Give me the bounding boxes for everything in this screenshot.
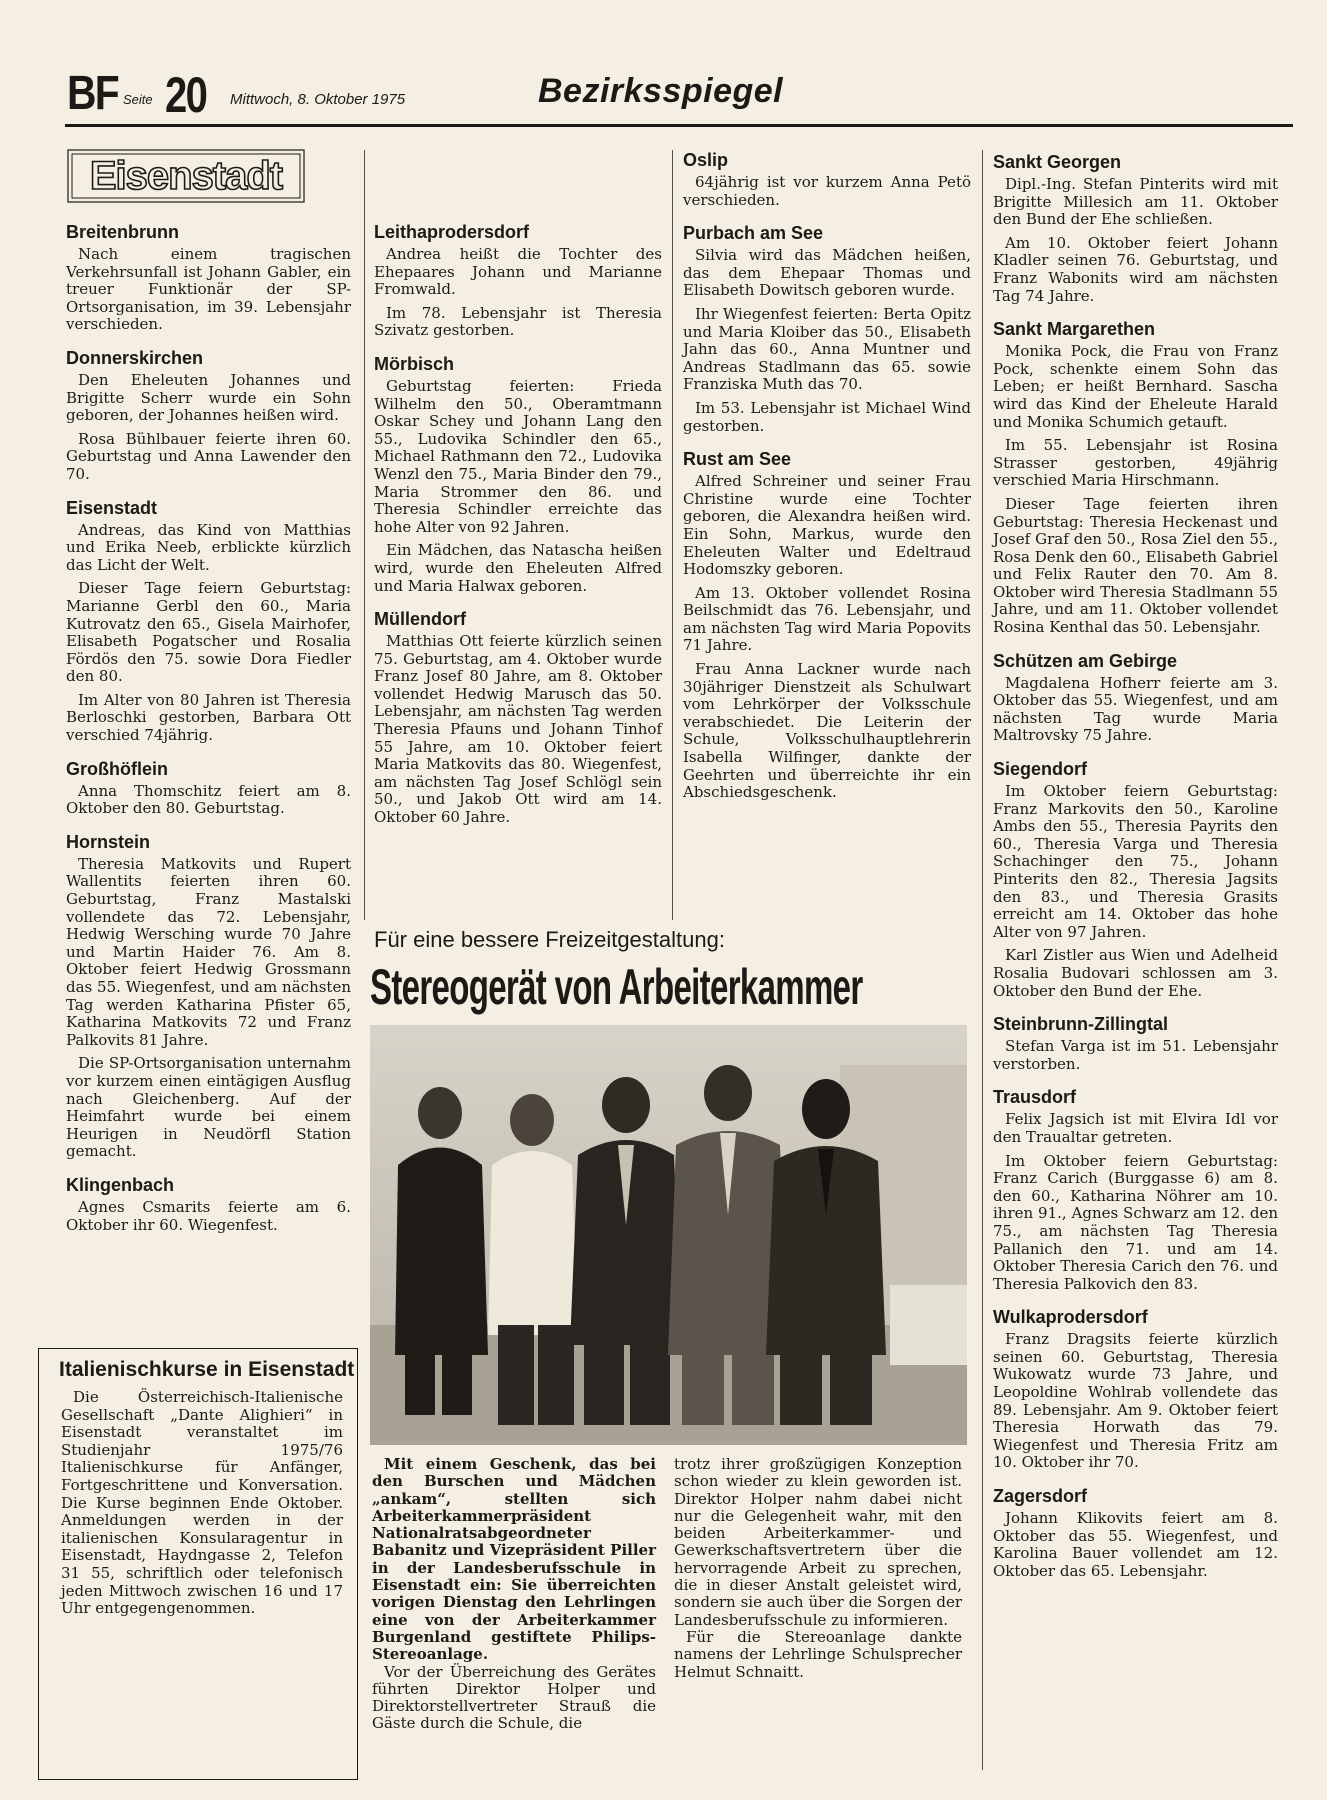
news-item: Andrea heißt die Tochter des Ehepaares Johann und Marianne Fromwald.	[374, 245, 662, 299]
town-heading: Großhöflein	[66, 758, 168, 779]
region-title: Eisenstadt	[89, 154, 283, 198]
town-heading: Leithaprodersdorf	[374, 222, 530, 242]
caption-text: Mit einem Geschenk, das bei den Burschen und Mädchen „ankam“, stellten sich Arbeiterkammerpräsident Nationalratsabgeordneter Babanitz und Vizepräsident Piller in der Landesberufsschule in Eisenstadt ein: Sie überreichten vorigen Dienstag den Lehrlingen eine von der Arbeiterkammer Burgenland gestiftete Philips-Stereoanlage.	[372, 1455, 656, 1664]
news-item: Anna Thomschitz feiert am 8. Oktober den 80. Geburtstag.	[66, 781, 351, 818]
news-item: Im 78. Lebensjahr ist Theresia Szivatz gestorben.	[374, 303, 662, 340]
town-heading: Purbach am See	[683, 223, 824, 244]
column-2	[374, 222, 662, 827]
news-item: Andreas, das Kind von Matthias und Erika Neeb, erblickte kürzlich das Licht der Welt.	[66, 520, 351, 574]
town-heading: Steinbrunn-Zillingtal	[993, 1014, 1168, 1035]
article-body-right-1: trotz ihrer großzügigen Konzeption schon wieder zu klein geworden ist. Direktor Holper nahm dabei nicht nur die Gelegenheit wahr, mit den beiden Arbeiterkammer- und Gewerkschaftsvertretern über die hervorragende Arbeit zu sprechen, die in dieser Anstalt geleistet wird, sondern sie auch über die Sorgen der Landesberufsschule zu informieren.	[674, 1455, 962, 1629]
town-heading: Breitenbrunn	[66, 222, 180, 242]
news-item: Im Oktober feiern Geburtstag: Franz Carich (Burggasse 6) am 8. den 60., Katharina Nöhrer am 10. ihren 91., Agnes Schwarz am 12. den 75., am nächsten Tag Theresia Pallanich den 71. und am 14. Oktober Theresia Carich den 76. und Theresia Palkovich den 83.	[993, 1151, 1278, 1293]
photo-caption	[372, 1456, 656, 1733]
town-heading: Sankt Margarethen	[993, 319, 1156, 340]
page-number: 20	[165, 67, 207, 123]
news-item: Die SP-Ortsorganisation unternahm vor kurzem einen eintägigen Ausflug nach Gleichenberg. Auf der Heimfahrt wurde bei einem Heurigen in Neudörfl Station gemacht.	[66, 1054, 351, 1161]
news-item: Matthias Ott feierte kürzlich seinen 75. Geburtstag, am 4. Oktober wurde Franz Josef 80 Jahre, am 8. Oktober vollendet Hedwig Marusch das 50. Lebensjahr, am nächsten Tag werden Theresia Pfauns und Johann Tinhof 55 Jahre, am 10. Oktober feiert Maria Matkovits das 80. Wiegenfest, am nächsten Tag Josef Schlögl sein 50., und Jakob Ott wird am 14. Oktober 60 Jahre.	[374, 632, 662, 827]
town-heading: Rust am See	[683, 449, 792, 470]
news-item: Johann Klikovits feiert am 8. Oktober das 55. Wiegenfest, und Karolina Bauer vollendet am 12. Oktober das 65. Lebensjahr.	[993, 1509, 1278, 1580]
masthead-logo: BF	[67, 67, 118, 120]
notice-box	[38, 1348, 358, 1780]
town-heading: Wulkaprodersdorf	[993, 1307, 1148, 1328]
town-heading: Mörbisch	[374, 353, 455, 374]
news-item: Im Oktober feiern Geburtstag: Franz Markovits den 50., Karoline Ambs den 55., Theresia Payrits den 60., Theresia Varga und Theresia Schachinger den 75., Johann Pinterits den 82., Theresia Jagsits den 83., und Theresia Grasits erreicht am 14. Oktober das hohe Alter von 97 Jahren.	[993, 782, 1278, 941]
region-title-logo	[66, 148, 306, 204]
news-item: Im 55. Lebensjahr ist Rosina Strasser gestorben, 49jährig verschied Maria Hirschmann.	[993, 436, 1278, 490]
news-item: Monika Pock, die Frau von Franz Pock, schenkte einem Sohn das Leben; er heißt Bernhard. Sascha wird das Kind der Eheleute Harald und Monika Schumich getauft.	[993, 342, 1278, 431]
column-divider	[982, 150, 983, 1770]
article-headline: Stereogerät von Arbeiterkammer	[370, 959, 863, 1015]
town-heading: Donnerskirchen	[66, 347, 204, 368]
article-continued	[674, 1456, 962, 1681]
column-divider	[364, 150, 365, 920]
news-item: Alfred Schreiner und seiner Frau Christine wurde eine Tochter geboren, die Alexandra heißen wird. Ein Sohn, Markus, wurde den Eheleuten Walter und Edeltraud Hodomszky geboren.	[683, 472, 971, 579]
page-label: Seite	[123, 92, 153, 107]
news-item: Dieser Tage feiern Geburtstag: Marianne Gerbl den 60., Maria Kutrovatz den 65., Gisela Mairhofer, Elisabeth Pogatscher und Rosalia Fördös den 75. sowie Dora Fiedler den 80.	[66, 579, 351, 686]
news-item: Am 13. Oktober vollendet Rosina Beilschmidt das 76. Lebensjahr, und am nächsten Tag wird Maria Popovits 71 Jahre.	[683, 583, 971, 655]
news-item: Karl Zistler aus Wien und Adelheid Rosalia Budovari schlossen am 3. Oktober den Bund der Ehe.	[993, 946, 1278, 1000]
column-3	[683, 150, 971, 802]
town-heading: Sankt Georgen	[993, 152, 1122, 172]
column-divider	[672, 150, 673, 920]
town-heading: Klingenbach	[66, 1174, 175, 1195]
news-item: Den Eheleuten Johannes und Brigitte Scherr wurde ein Sohn geboren, der Johannes heißen wird.	[66, 370, 351, 425]
town-heading: Eisenstadt	[66, 497, 158, 518]
news-item: Im 53. Lebensjahr ist Michael Wind gestorben.	[683, 398, 971, 435]
news-item: Franz Dragsits feierte kürzlich seinen 60. Geburtstag, Theresia Wukowatz wurde 73 Jahre, und Leopoldine Wohlrab vollendete das 89. Lebensjahr. Am 9. Oktober feiert Theresia Horwath das 79. Wiegenfest und Theresia Fritz am 10. Oktober ihr 70.	[993, 1330, 1278, 1472]
news-item: 64jährig ist vor kurzem Anna Petö verschieden.	[683, 173, 971, 209]
news-item: Felix Jagsich ist mit Elvira Idl vor den Traualtar getreten.	[993, 1110, 1278, 1146]
section-title: Bezirksspiegel	[538, 72, 784, 110]
issue-date: Mittwoch, 8. Oktober 1975	[230, 91, 406, 108]
column-1	[66, 222, 351, 1234]
town-heading: Siegendorf	[993, 759, 1088, 780]
article-photo	[370, 1025, 967, 1445]
notice-title: Italienischkurse in Eisenstadt	[59, 1358, 355, 1381]
news-item: Geburtstag feierten: Frieda Wilhelm den 50., Oberamtmann Oskar Schey und Johann Lang den 55., Ludovika Schindler den 65., Michael Rathmann den 72., Ludovika Wenzl den 75., Maria Binder den 79., Maria Strommer den 86. und Theresia Schindler erreichte das hohe Alter von 92 Jahren.	[374, 376, 662, 536]
news-item: Dieser Tage feierten ihren Geburtstag: Theresia Heckenast und Josef Graf den 50., Rosa Ziel den 55., Rosa Denk den 60., Elisabeth Gabriel und Felix Rauter den 70. Am 8. Oktober wird Theresia Stadlmann 55 Jahre, und am 11. Oktober vollendet Rosina Kenthal das 50. Lebensjahr.	[993, 494, 1278, 637]
news-item: Stefan Varga ist im 51. Lebensjahr verstorben.	[993, 1037, 1278, 1073]
news-item: Im Alter von 80 Jahren ist Theresia Berloschki gestorben, Barbara Ott verschied 74jährig.	[66, 690, 351, 745]
column-4	[993, 152, 1278, 1580]
news-item: Frau Anna Lackner wurde nach 30jähriger Dienstzeit als Schulwart vom Lehrkörper der Volksschule verabschiedet. Die Leiterin der Schule, Volksschulhauptlehrerin Isabella Wilfinger, dankte der Geehrten und überreichte ihr ein Abschiedsgeschenk.	[683, 660, 971, 802]
news-item: Rosa Bühlbauer feierte ihren 60. Geburtstag und Anna Lawender den 70.	[66, 429, 351, 483]
news-item: Am 10. Oktober feiert Johann Kladler seinen 76. Geburtstag, und Franz Wabonits wird am nächsten Tag 74 Jahre.	[993, 233, 1278, 305]
news-item: Nach einem tragischen Verkehrsunfall ist Johann Gabler, ein treuer Funktionär der SP-Ortsorganisation, im 39. Lebensjahr verschieden.	[66, 245, 351, 334]
town-heading: Trausdorf	[993, 1087, 1077, 1108]
article-body-left: Vor der Überreichung des Gerätes führten Direktor Holper und Direktorstellvertreter Strauß die Gäste durch die Schule, die	[372, 1662, 656, 1733]
article-kicker: Für eine bessere Freizeitgestaltung:	[374, 927, 725, 952]
news-item: Ihr Wiegenfest feierten: Berta Opitz und Maria Kloiber das 50., Elisabeth Jahn das 60., Anna Muntner und Andreas Stadlmann das 65. sowie Franziska Muth das 70.	[683, 304, 971, 394]
notice-text: Die Österreichisch-Italienische Gesellschaft „Dante Alighieri“ in Eisenstadt veranstaltet im Studienjahr 1975/76 Italienischkurse für Anfänger, Fortgeschrittene und Konversation. Die Kurse beginnen Ende Oktober. Anmeldungen werden in der italienischen Konsularagentur in Eisenstadt, Haydngasse 2, Telefon 31 55, schriftlich oder telefonisch jeden Mittwoch zwischen 16 und 17 Uhr entgegengenommen.	[61, 1388, 343, 1618]
news-item: Ein Mädchen, das Natascha heißen wird, wurde den Eheleuten Alfred und Maria Halwax geboren.	[374, 541, 662, 595]
news-item: Magdalena Hofherr feierte am 3. Oktober das 55. Wiegenfest, und am nächsten Tag wurde Maria Maltrovsky 75 Jahre.	[993, 673, 1278, 745]
header-rule	[65, 124, 1293, 127]
news-item: Agnes Csmarits feierte am 6. Oktober ihr 60. Wiegenfest.	[66, 1197, 351, 1234]
news-item: Theresia Matkovits und Rupert Wallentits feierten ihren 60. Geburtstag, Franz Mastalski vollendete das 72. Lebensjahr, Hedwig Wersching wurde 70 Jahre und Martin Haider 76. Am 8. Oktober feiert Hedwig Grossmann das 55. Wiegenfest, und am nächsten Tag werden Katharina Pfister 65, Katharina Matkovits 72 und Franz Palkovits 81 Jahre.	[66, 854, 351, 1049]
town-heading: Oslip	[683, 150, 729, 170]
news-item: Silvia wird das Mädchen heißen, das dem Ehepaar Thomas und Elisabeth Dowitsch geboren wurde.	[683, 246, 971, 300]
town-heading: Hornstein	[66, 831, 151, 852]
town-heading: Schützen am Gebirge	[993, 650, 1178, 671]
town-heading: Zagersdorf	[993, 1486, 1088, 1507]
article-body-right-2: Für die Stereoanlage dankte namens der Lehrlinge Schulsprecher Helmut Schnaitt.	[674, 1627, 962, 1681]
town-heading: Müllendorf	[374, 609, 466, 630]
news-item: Dipl.-Ing. Stefan Pinterits wird mit Brigitte Millesich am 11. Oktober den Bund der Ehe schließen.	[993, 175, 1278, 229]
